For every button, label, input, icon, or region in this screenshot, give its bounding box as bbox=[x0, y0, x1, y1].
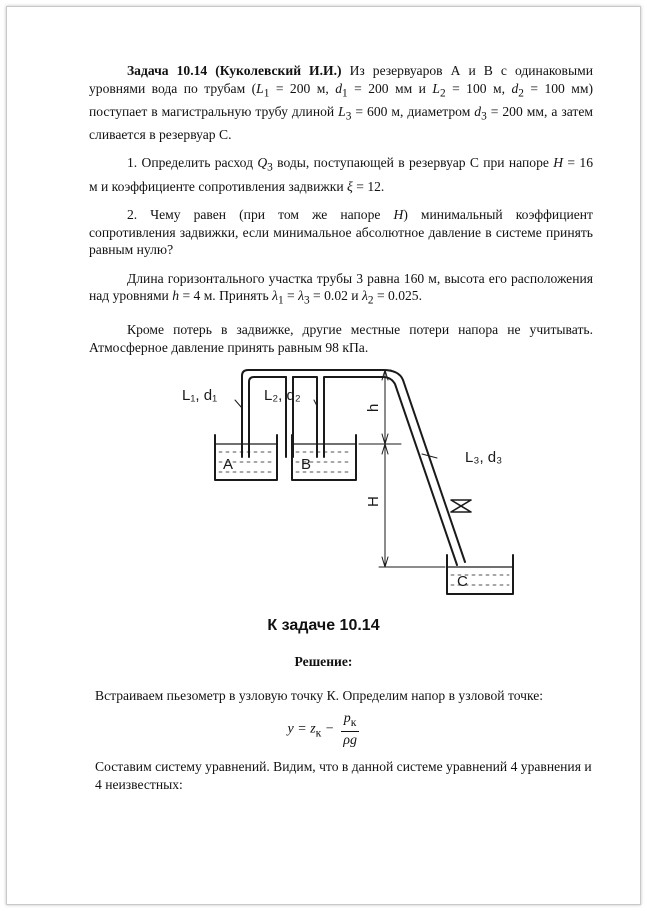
label-reservoir-b: B bbox=[301, 456, 312, 473]
solution-heading: Решение: bbox=[294, 654, 353, 669]
label-h: h bbox=[365, 403, 382, 412]
label-l2-d2: L₂, d₂ bbox=[264, 387, 301, 404]
figure-caption: К задаче 10.14 bbox=[267, 617, 380, 634]
label-l3-d3: L₃, d₃ bbox=[465, 449, 503, 466]
label-l1-d1: L₁, d₁ bbox=[182, 387, 218, 404]
label-big-h: H bbox=[365, 496, 382, 507]
solution-text-1: Встраиваем пьезометр в узловую точку К. Определим напор в узловой точке: bbox=[95, 688, 544, 703]
label-reservoir-a: A bbox=[223, 456, 234, 473]
question-2: 2. Чему равен (при том же напоре H) минимальный коэффициент сопротивления задвижки, если минимальное абсолютное давление в системе принять равным нулю? bbox=[89, 207, 593, 258]
node-head-formula: $y = z_к$ − $\frac{p_к}{\rho g}$ bbox=[0, 710, 647, 749]
pipe-system-diagram bbox=[175, 362, 535, 612]
problem-title: Задача 10.14 (Куколевский И.И.) bbox=[127, 63, 342, 78]
given-data-paragraph: Длина горизонтального участка трубы 3 равна 160 м, высота его расположения над уровнями h = 4 м. Принять $\lambda_1 = \lambda_3 = 0.02$ и $\lambda_2 = 0.025$. bbox=[89, 270, 593, 307]
losses-paragraph: Кроме потерь в задвижке, другие местные потери напора не учитывать. Атмосферное давление принять равным 98 кПа. bbox=[89, 322, 593, 355]
solution-text-2: Составим систему уравнений. Видим, что в данной системе уравнений 4 уравнения и 4 неизвестных: bbox=[95, 759, 592, 792]
problem-paragraph-intro: Задача 10.14 (Куколевский И.И.) Из резервуаров А и B с одинаковыми уровнями вода по трубам ($L_1 = 200$ м, $d_1 = 200$ мм и $L_2 = 100$ м, $d_2 = 100$ мм) поступает в магистральную трубу длиной $L_3 = 600$ м, диаметром $d_3 = 200$ мм, а затем сливается в резервуар С. bbox=[89, 63, 594, 142]
problem-text bbox=[89, 62, 593, 367]
formula-fraction: $\frac{p_к}{\rho g}$ bbox=[341, 710, 360, 749]
valve bbox=[451, 500, 471, 512]
label-reservoir-c: C bbox=[457, 573, 468, 590]
question-1: 1. Определить расход $Q_3$ воды, поступающей в резервуар С при напоре H = 16 м и коэффициенте сопротивления задвижки ξ = 12. bbox=[89, 155, 593, 194]
